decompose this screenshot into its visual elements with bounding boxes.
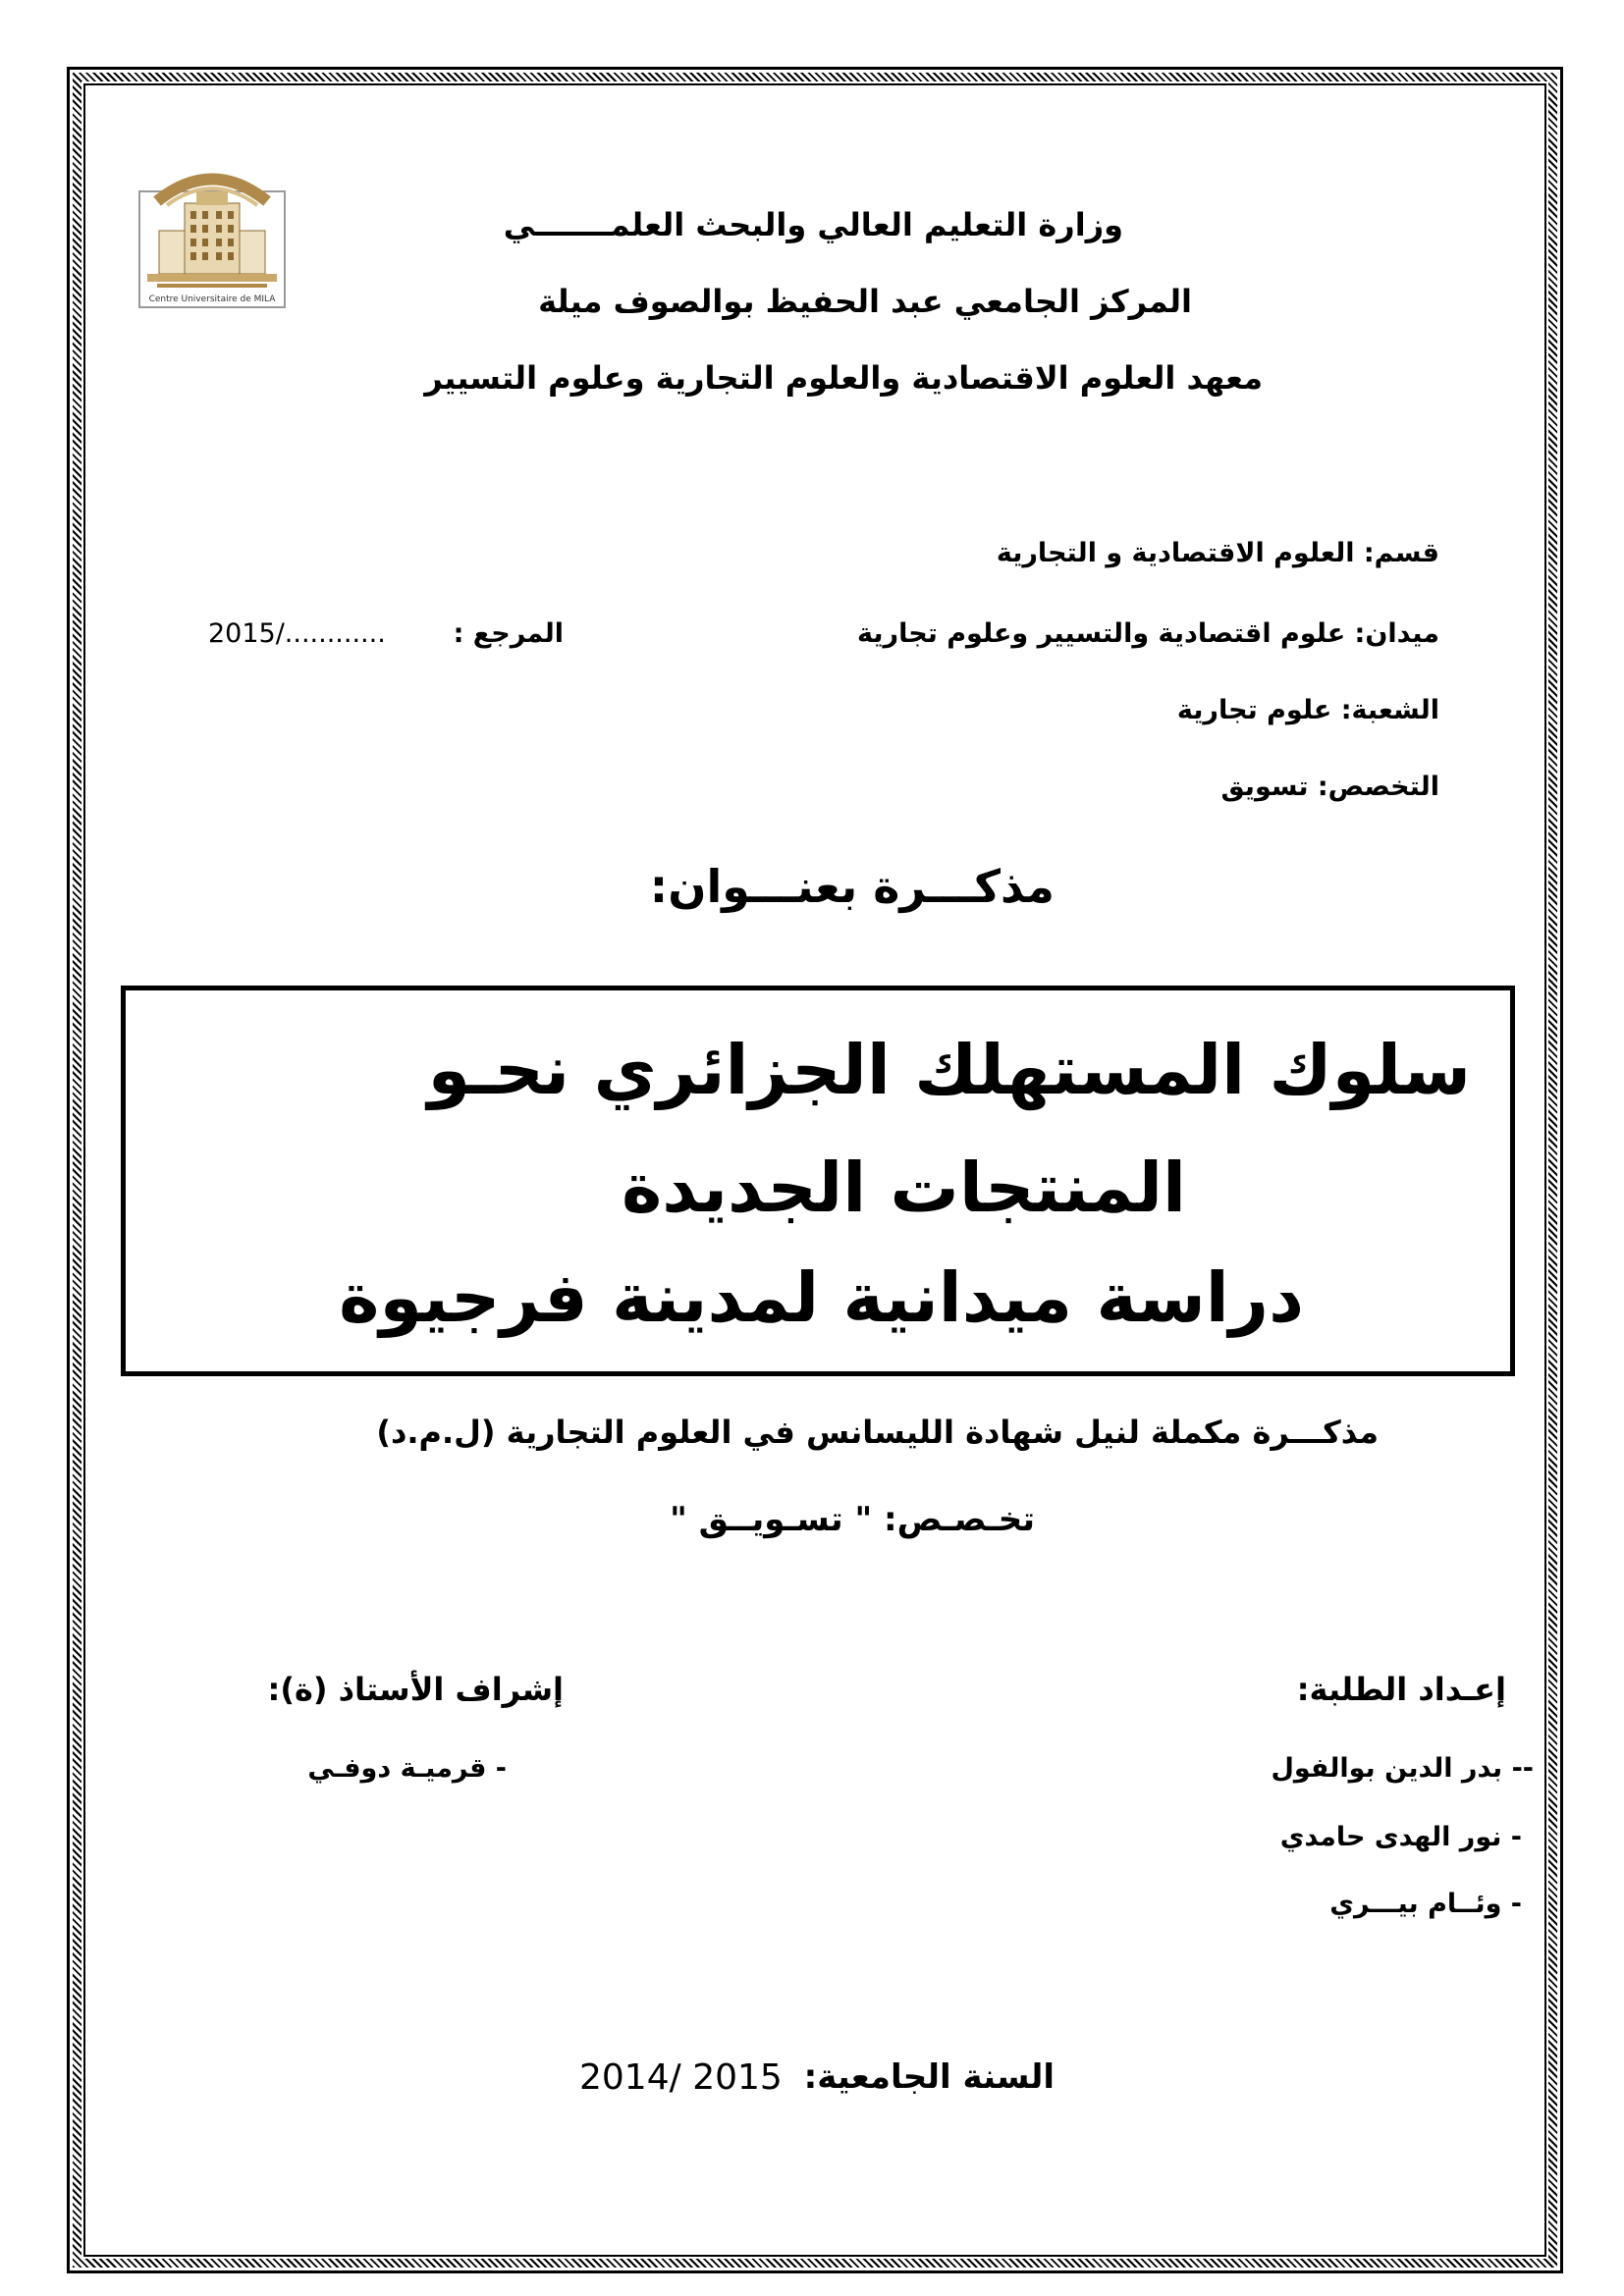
degree-statement: مذكـــرة مكملة لنيل شهادة الليسانس في العلوم التجارية (ل.م.د) <box>376 1414 1379 1451</box>
student-name-3: - وئــام بيـــري <box>1329 1889 1522 1919</box>
field-line: ميدان: علوم اقتصادية والتسيير وعلوم تجارية <box>857 618 1439 649</box>
supervisor-name: - قرميـة دوفـي <box>307 1753 507 1784</box>
student-name-2: - نور الهدى حامدي <box>1279 1822 1522 1852</box>
specialization-statement: تخـصـص: " تسـويــق " <box>670 1500 1035 1539</box>
thesis-title-line-1: سلوك المستهلك الجزائري نحـو <box>427 1030 1471 1110</box>
reference-value: 2015/............ <box>208 618 386 649</box>
academic-year-label: السنة الجامعية: <box>803 2057 1055 2097</box>
reference-label: المرجع : <box>453 618 564 649</box>
branch-line: الشعبة: علوم تجارية <box>1176 695 1439 725</box>
thesis-title-line-3: دراسة ميدانية لمدينة فرجيوة <box>339 1257 1304 1338</box>
thesis-title-box <box>121 986 1515 1376</box>
academic-year-value: 2014/ 2015 <box>579 2057 783 2098</box>
university-logo <box>137 162 287 309</box>
thesis-title-line-2: المنتجات الجديدة <box>621 1148 1186 1228</box>
institute-name: معهد العلوم الاقتصادية والعلوم التجارية وعلوم التسيير <box>424 359 1263 397</box>
supervisor-heading: إشراف الأستاذ (ة): <box>267 1671 564 1708</box>
specialty-line: التخصص: تسويق <box>1220 772 1439 802</box>
ministry-title: وزارة التعليم العالي والبحث العلمـــــــي <box>503 206 1123 243</box>
memo-heading: مذكـــرة بعنـــوان: <box>649 860 1055 913</box>
university-center-name: المركز الجامعي عبد الحفيظ بوالصوف ميلة <box>538 283 1192 320</box>
department-line: قسم: العلوم الاقتصادية و التجارية <box>996 538 1439 568</box>
students-heading: إعـداد الطلبة: <box>1296 1671 1506 1708</box>
logo-caption: Centre Universitaire de MILA <box>148 294 276 304</box>
student-name-1: -- بدر الدين بوالفول <box>1271 1753 1534 1784</box>
